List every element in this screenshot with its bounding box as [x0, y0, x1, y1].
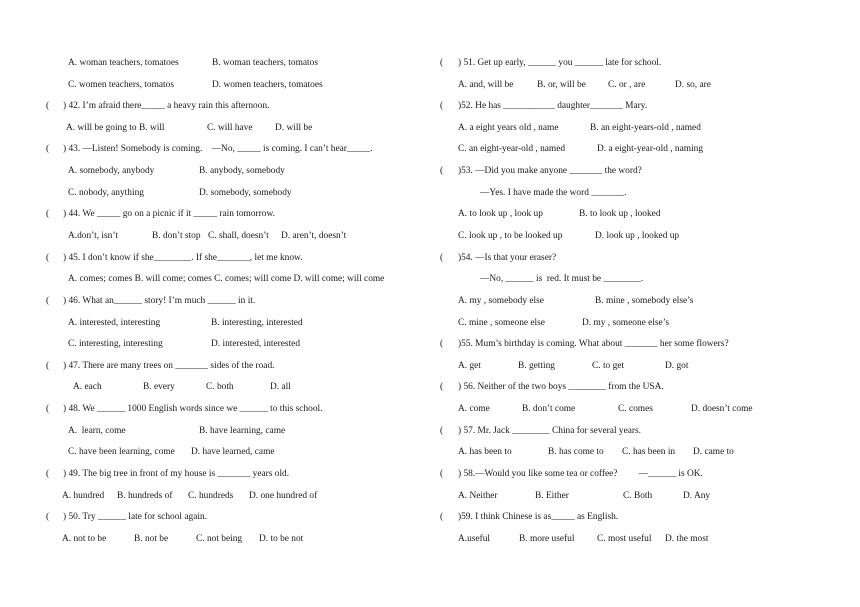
answer-option[interactable]: D. my , someone else’s [582, 318, 669, 328]
answer-blank[interactable]: ( [440, 426, 444, 436]
answer-option[interactable]: B. more useful [519, 534, 575, 544]
answer-blank[interactable]: ( [440, 58, 444, 68]
question-text: ) 47. There are many trees on _______ sides of the road. [63, 361, 275, 371]
answer-option[interactable]: B. have learning, came [199, 426, 286, 436]
question-text: )55. Mum’s birthday is coming. What about _______ her some flowers? [458, 339, 729, 349]
answer-option[interactable]: A. and, will be [458, 80, 514, 90]
answer-option[interactable]: A. a eight years old , name [458, 123, 559, 133]
answer-option[interactable]: D. came to [693, 447, 734, 457]
answer-option[interactable]: B. hundreds of [117, 491, 173, 501]
answer-option[interactable]: C. to get [592, 361, 625, 371]
answer-option[interactable]: D. interested, interested [211, 339, 301, 349]
answer-option[interactable]: D. aren’t, doesn’t [281, 231, 347, 241]
answer-option[interactable]: A. has been to [458, 447, 512, 457]
answer-option[interactable]: D. Any [683, 491, 711, 501]
question-text: )53. —Did you make anyone _______ the word? [458, 166, 642, 176]
answer-blank[interactable]: ( [46, 296, 50, 306]
question-text: )59. I think Chinese is as_____ as English. [458, 512, 619, 522]
answer-option[interactable]: D. all [270, 382, 291, 392]
answer-option[interactable]: A. interested, interesting [68, 318, 161, 328]
answer-option[interactable]: C. or , are [608, 80, 646, 90]
answer-option[interactable]: A. each [73, 382, 102, 392]
answer-option[interactable]: C. look up , to be looked up [458, 231, 563, 241]
answer-option[interactable]: C. not being [196, 534, 243, 544]
answer-blank[interactable]: ( [440, 512, 444, 522]
answer-option[interactable]: D. doesn’t come [691, 404, 753, 414]
answer-option[interactable]: C. shall, doesn’t [208, 231, 269, 241]
answer-option[interactable]: B. getting [518, 361, 555, 371]
answer-blank[interactable]: ( [440, 382, 444, 392]
answer-option[interactable]: B. or, will be [537, 80, 586, 90]
answer-option[interactable]: A. to look up , look up [458, 209, 543, 219]
question-text: ) 43. —Listen! Somebody is coming. —No, _____ is coming. I can’t hear_____. [63, 144, 373, 154]
question-text: )54. —Is that your eraser? [458, 253, 557, 263]
answer-blank[interactable]: ( [46, 144, 50, 154]
answer-option[interactable]: C. has been in [622, 447, 676, 457]
answer-option[interactable]: C. both [206, 382, 234, 392]
answer-blank[interactable]: ( [46, 512, 50, 522]
question-text: ) 57. Mr. Jack ________ China for several years. [458, 426, 642, 436]
question-text: ) 51. Get up early, ______ you ______ late for school. [458, 58, 662, 68]
answer-blank[interactable]: ( [46, 361, 50, 371]
answer-option[interactable]: D. so, are [675, 80, 711, 90]
answer-option[interactable]: A. get [458, 361, 481, 371]
answer-option[interactable]: A. Neither [458, 491, 498, 501]
answer-option[interactable]: B. to look up , looked [579, 209, 661, 219]
answer-option[interactable]: D. have learned, came [191, 447, 275, 457]
answer-option[interactable]: B. an eight-years-old , named [590, 123, 701, 133]
answer-option[interactable]: B. has come to [548, 447, 604, 457]
answer-option[interactable]: D. one hundred of [249, 491, 318, 501]
answer-option[interactable]: A. learn, come [68, 426, 126, 436]
question-text: ) 56. Neither of the two boys ________ from the USA. [458, 382, 664, 392]
question-text: ) 49. The big tree in front of my house is _______ years old. [63, 469, 290, 479]
answer-option[interactable]: B. interesting, interested [211, 318, 303, 328]
answer-option[interactable]: B. woman teachers, tomatos [212, 58, 318, 68]
answer-option[interactable]: A. my , somebody else [458, 296, 544, 306]
answer-option[interactable]: A. not to be [62, 534, 107, 544]
dialogue-line: —No, ______ is red. It must be ________. [480, 274, 644, 284]
answer-option[interactable]: B. don’t come [522, 404, 576, 414]
answer-option[interactable]: C. mine , someone else [458, 318, 545, 328]
answer-option[interactable]: A. will be going to [66, 123, 137, 133]
answer-option[interactable]: A. hundred [62, 491, 105, 501]
answer-blank[interactable]: ( [46, 101, 50, 111]
question-text: ) 46. What an______ story! I’m much ______ in it. [63, 296, 256, 306]
answer-blank[interactable]: ( [46, 253, 50, 263]
dialogue-line: —Yes. I have made the word _______. [480, 188, 627, 198]
answer-option[interactable]: B. mine , somebody else’s [595, 296, 694, 306]
question-text: ) 42. I’m afraid there_____ a heavy rain this afternoon. [63, 101, 270, 111]
answer-option[interactable]: C. women teachers, tomatos [68, 80, 174, 90]
answer-option[interactable]: C. nobody, anything [68, 188, 144, 198]
question-text: ) 50. Try ______ late for school again. [63, 512, 207, 522]
question-text: )52. He has ___________ daughter_______ Mary. [458, 101, 648, 111]
answer-blank[interactable]: ( [440, 339, 444, 349]
answer-option[interactable]: D. somebody, somebody [199, 188, 292, 198]
answer-option[interactable]: A.don’t, isn’t [68, 231, 118, 241]
answer-option[interactable]: B. every [143, 382, 175, 392]
answer-option[interactable]: B. not be [134, 534, 169, 544]
answer-option[interactable]: D. got [665, 361, 689, 371]
answer-blank[interactable]: ( [440, 253, 444, 263]
answer-option[interactable]: B. anybody, somebody [199, 166, 285, 176]
answer-option[interactable]: A.useful [458, 534, 491, 544]
answer-option[interactable]: C. most useful [597, 534, 652, 544]
answer-option[interactable]: A. woman teachers, tomatoes [68, 58, 179, 68]
question-text: ) 58.—Would you like some tea or coffee? —______ is OK. [458, 469, 703, 479]
answer-option[interactable]: B. will [139, 123, 165, 133]
answer-option[interactable]: D. the most [665, 534, 709, 544]
answer-option[interactable]: A. somebody, anybody [68, 166, 155, 176]
question-text: ) 48. We ______ 1000 English words since we ______ to this school. [63, 404, 323, 414]
question-text: ) 45. I don’t know if she________. If she_______, let me know. [63, 253, 303, 263]
answer-blank[interactable]: ( [440, 166, 444, 176]
answer-option[interactable]: B. don’t stop [152, 231, 201, 241]
answer-option[interactable]: C. will have [207, 123, 253, 133]
answer-blank[interactable]: ( [440, 469, 444, 479]
answer-option[interactable]: D. look up , looked up [595, 231, 680, 241]
answer-option[interactable]: D. women teachers, tomatoes [212, 80, 323, 90]
answer-option[interactable]: B. Either [535, 491, 569, 501]
answer-option[interactable]: D. to be not [259, 534, 304, 544]
answer-option[interactable]: A. comes; comes B. will come; comes C. comes; will come D. will come; will come [68, 274, 385, 284]
answer-blank[interactable]: ( [46, 469, 50, 479]
answer-option[interactable]: C. Both [623, 491, 653, 501]
answer-blank[interactable]: ( [440, 101, 444, 111]
answer-option[interactable]: C. hundreds [188, 491, 234, 501]
answer-option[interactable]: C. comes [618, 404, 653, 414]
answer-option[interactable]: D. a eight-year-old , naming [597, 144, 704, 154]
answer-option[interactable]: D. will be [275, 123, 313, 133]
answer-blank[interactable]: ( [46, 404, 50, 414]
question-text: ) 44. We _____ go on a picnic if it _____ rain tomorrow. [63, 209, 275, 219]
answer-option[interactable]: C. have been learning, come [68, 447, 175, 457]
answer-option[interactable]: A. come [458, 404, 490, 414]
answer-option[interactable]: C. an eight-year-old , named [458, 144, 566, 154]
answer-blank[interactable]: ( [46, 209, 50, 219]
answer-option[interactable]: C. interesting, interesting [68, 339, 163, 349]
